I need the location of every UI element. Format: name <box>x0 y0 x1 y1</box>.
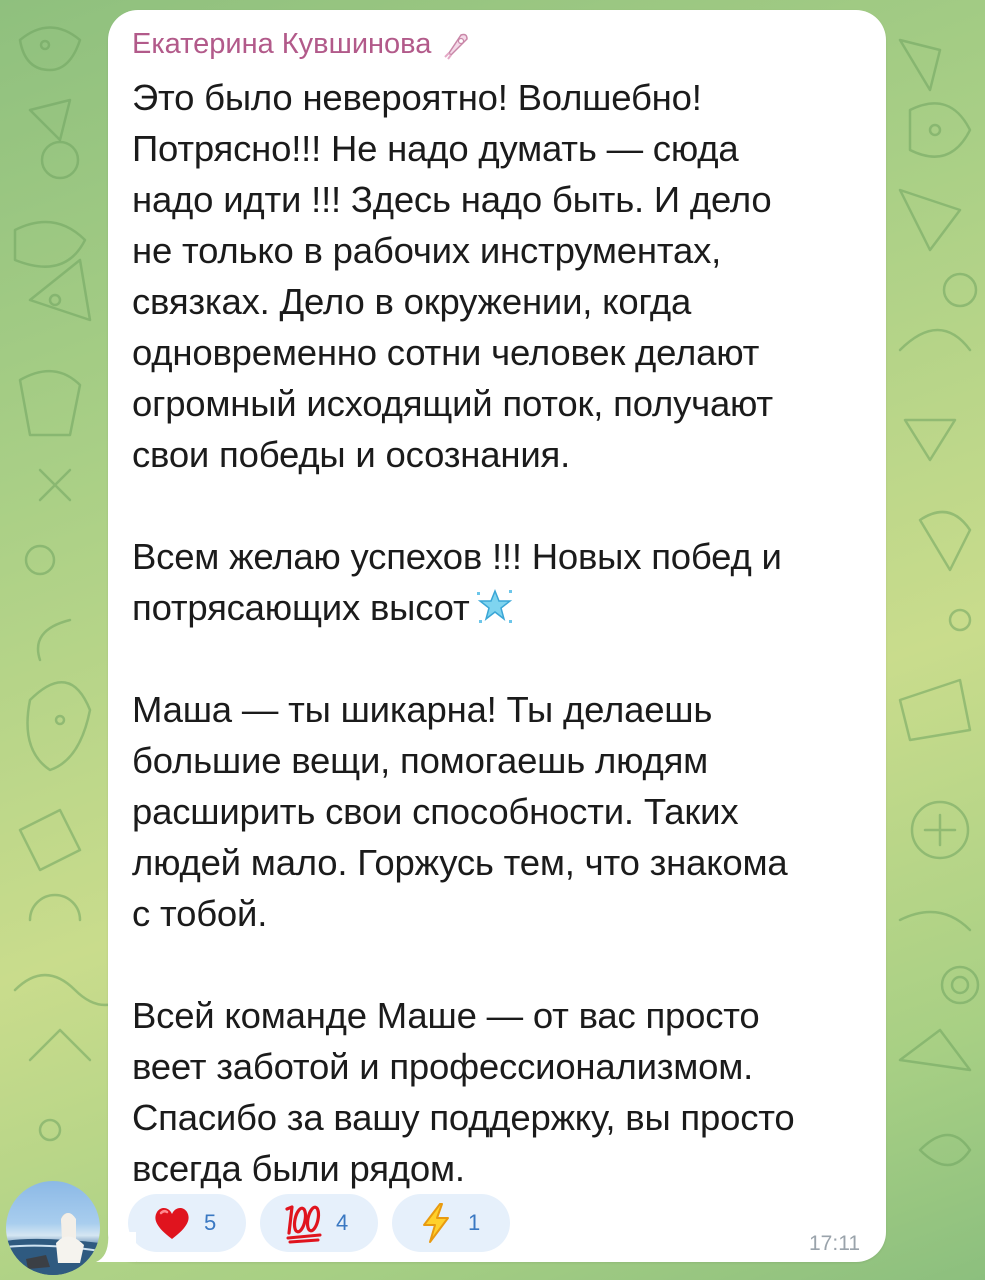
paragraph-gap <box>132 939 862 990</box>
glowing-star-icon <box>475 586 515 626</box>
paragraph-gap <box>132 633 862 684</box>
message-line: огромный исходящий поток, получают <box>132 383 773 424</box>
message-line: одновременно сотни человек делают <box>132 332 760 373</box>
message-line: не только в рабочих инструментах, <box>132 230 722 271</box>
message-line: надо идти !!! Здесь надо быть. И дело <box>132 179 772 220</box>
message-line: связках. Дело в окружении, когда <box>132 281 692 322</box>
bubble-tail <box>96 1232 136 1262</box>
message-line: расширить свои способности. Таких <box>132 791 739 832</box>
reaction-count: 5 <box>204 1210 217 1235</box>
message-paragraph-4 <box>132 990 862 1194</box>
message-line: Это было невероятно! Волшебно! <box>132 77 702 118</box>
message-bubble[interactable] <box>108 10 886 1262</box>
sender-name[interactable]: Екатерина Кувшинова <box>132 28 432 60</box>
reaction-lightning[interactable] <box>392 1194 510 1252</box>
lightning-icon <box>414 1201 458 1245</box>
reaction-hundred[interactable] <box>260 1194 378 1252</box>
message-line: Маша — ты шикарна! Ты делаешь <box>132 689 713 730</box>
reaction-heart[interactable] <box>128 1194 246 1252</box>
reactions-bar <box>128 1194 510 1252</box>
message-line: большие вещи, помогаешь людям <box>132 740 709 781</box>
reaction-count: 4 <box>336 1210 349 1235</box>
message-line: свои победы и осознания. <box>132 434 571 475</box>
message-paragraph-1 <box>132 72 862 480</box>
message-sender[interactable] <box>132 28 473 61</box>
message-paragraph-2 <box>132 531 862 633</box>
message-line: Всем желаю успехов !!! Новых побед и <box>132 536 782 577</box>
message-line: веет заботой и профессионализмом. <box>132 1046 754 1087</box>
message-line: с тобой. <box>132 893 268 934</box>
message-line <box>132 582 862 633</box>
avatar[interactable] <box>6 1181 100 1275</box>
message-line: Потрясно!!! Не надо думать — сюда <box>132 128 739 169</box>
avatar-photo <box>6 1181 100 1275</box>
message-line: людей мало. Горжусь тем, что знакома <box>132 842 788 883</box>
message-time: 17:11 <box>809 1232 860 1255</box>
rocket-icon <box>441 29 473 61</box>
message-line: Всей команде Маше — от вас просто <box>132 995 760 1036</box>
heart-icon <box>150 1201 194 1245</box>
message-text <box>132 72 862 1194</box>
hundred-points-icon <box>282 1201 326 1245</box>
reaction-count: 1 <box>468 1210 481 1235</box>
message-paragraph-3 <box>132 684 862 939</box>
paragraph-gap <box>132 480 862 531</box>
message-line: всегда были рядом. <box>132 1148 465 1189</box>
message-line-text: потрясающих высот <box>132 587 470 628</box>
message-line: Спасибо за вашу поддержку, вы просто <box>132 1097 795 1138</box>
